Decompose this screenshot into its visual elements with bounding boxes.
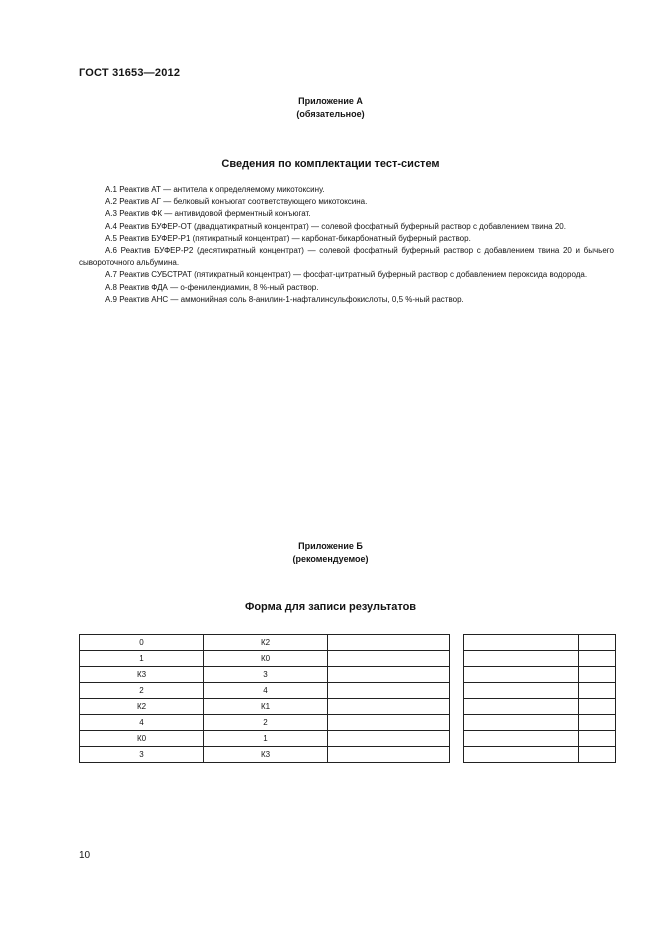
table-gap bbox=[450, 699, 464, 715]
reagent-item: А.9 Реактив АНС — аммонийная соль 8-анилин-1-нафталинсульфокислоты, 0,5 %-ный раствор. bbox=[105, 294, 464, 304]
reagent-item: А.1 Реактив АТ — антитела к определяемому микотоксину. bbox=[105, 185, 325, 194]
table-cell-empty bbox=[464, 651, 579, 667]
results-record-table bbox=[79, 634, 616, 763]
table-cell: 3 bbox=[204, 667, 328, 683]
table-cell: 1 bbox=[204, 731, 328, 747]
table-cell-empty bbox=[328, 715, 450, 731]
table-row bbox=[80, 651, 616, 667]
table-cell-empty bbox=[328, 747, 450, 763]
reagent-item: А.5 Реактив БУФЕР-Р1 (пятикратный концентрат) — карбонат-бикарбонатный буферный раствор. bbox=[105, 233, 471, 243]
table-cell-empty bbox=[464, 699, 579, 715]
table-gap bbox=[450, 667, 464, 683]
table-cell: 3 bbox=[80, 747, 204, 763]
table-cell: К3 bbox=[204, 747, 328, 763]
table-cell-empty bbox=[464, 635, 579, 651]
table-row bbox=[80, 747, 616, 763]
annex-b-status: (рекомендуемое) bbox=[292, 554, 369, 564]
table-gap bbox=[450, 747, 464, 763]
reagent-item: А.6 Реактив БУФЕР-Р2 (десятикратный концентрат) — солевой фосфатный буферный раствор с добавлением твина 20 и бычьего сывороточного альбумина. bbox=[79, 246, 614, 268]
table-cell-empty bbox=[328, 651, 450, 667]
table-cell: 2 bbox=[80, 683, 204, 699]
table-row bbox=[80, 635, 616, 651]
table-cell-empty bbox=[464, 667, 579, 683]
table-gap bbox=[450, 731, 464, 747]
table-cell: К3 bbox=[80, 667, 204, 683]
table-cell-empty bbox=[464, 715, 579, 731]
table-cell: К2 bbox=[80, 699, 204, 715]
reagent-item: А.4 Реактив БУФЕР-ОТ (двадцатикратный концентрат) — солевой фосфатный буферный раствор с добавлением твина 20. bbox=[105, 221, 566, 231]
table-gap bbox=[450, 683, 464, 699]
reagent-item: А.8 Реактив ФДА — о-фенилендиамин, 8 %-ный раствор. bbox=[105, 282, 319, 292]
table-row bbox=[80, 731, 616, 747]
table-cell-empty bbox=[579, 635, 616, 651]
reagent-item: А.3 Реактив ФК — антивидовой ферментный конъюгат. bbox=[105, 209, 311, 219]
table-cell: 4 bbox=[80, 715, 204, 731]
page-number: 10 bbox=[79, 850, 91, 861]
table-gap bbox=[450, 651, 464, 667]
reagent-list bbox=[79, 184, 614, 306]
table-cell: 4 bbox=[204, 683, 328, 699]
table-cell-empty bbox=[328, 699, 450, 715]
table-cell: 0 bbox=[80, 635, 204, 651]
table-cell-empty bbox=[579, 699, 616, 715]
table-cell-empty bbox=[464, 731, 579, 747]
annex-a-status: (обязательное) bbox=[296, 109, 365, 119]
annex-a-title: Приложение А bbox=[298, 96, 363, 106]
table-cell-empty bbox=[579, 731, 616, 747]
table-cell-empty bbox=[579, 651, 616, 667]
reagent-item: А.7 Реактив СУБСТРАТ (пятикратный концентрат) — фосфат-цитратный буферный раствор с добавлением пероксида водорода. bbox=[105, 270, 588, 280]
table-cell-empty bbox=[579, 683, 616, 699]
annex-b-title: Приложение Б bbox=[298, 541, 363, 551]
table-row bbox=[80, 715, 616, 731]
table-cell: К1 bbox=[204, 699, 328, 715]
table-cell-empty bbox=[579, 715, 616, 731]
table-gap bbox=[450, 715, 464, 731]
table-cell: 1 bbox=[80, 651, 204, 667]
annex-a-heading: Сведения по комплектации тест-систем bbox=[221, 158, 440, 170]
table-cell-empty bbox=[328, 731, 450, 747]
table-cell: К0 bbox=[204, 651, 328, 667]
table-cell-empty bbox=[464, 683, 579, 699]
table-cell: 2 bbox=[204, 715, 328, 731]
table-row bbox=[80, 683, 616, 699]
table-cell-empty bbox=[579, 747, 616, 763]
table-gap bbox=[450, 635, 464, 651]
table-cell: К0 bbox=[80, 731, 204, 747]
document-id: ГОСТ 31653—2012 bbox=[79, 67, 181, 79]
table-row bbox=[80, 699, 616, 715]
table-cell-empty bbox=[328, 683, 450, 699]
table-cell-empty bbox=[328, 635, 450, 651]
table-cell: К2 bbox=[204, 635, 328, 651]
table-cell-empty bbox=[464, 747, 579, 763]
table-cell-empty bbox=[328, 667, 450, 683]
reagent-item: А.2 Реактив АГ — белковый конъюгат соответствующего микотоксина. bbox=[105, 197, 368, 207]
table-cell-empty bbox=[579, 667, 616, 683]
annex-b-heading: Форма для записи результатов bbox=[244, 601, 417, 613]
table-row bbox=[80, 667, 616, 683]
